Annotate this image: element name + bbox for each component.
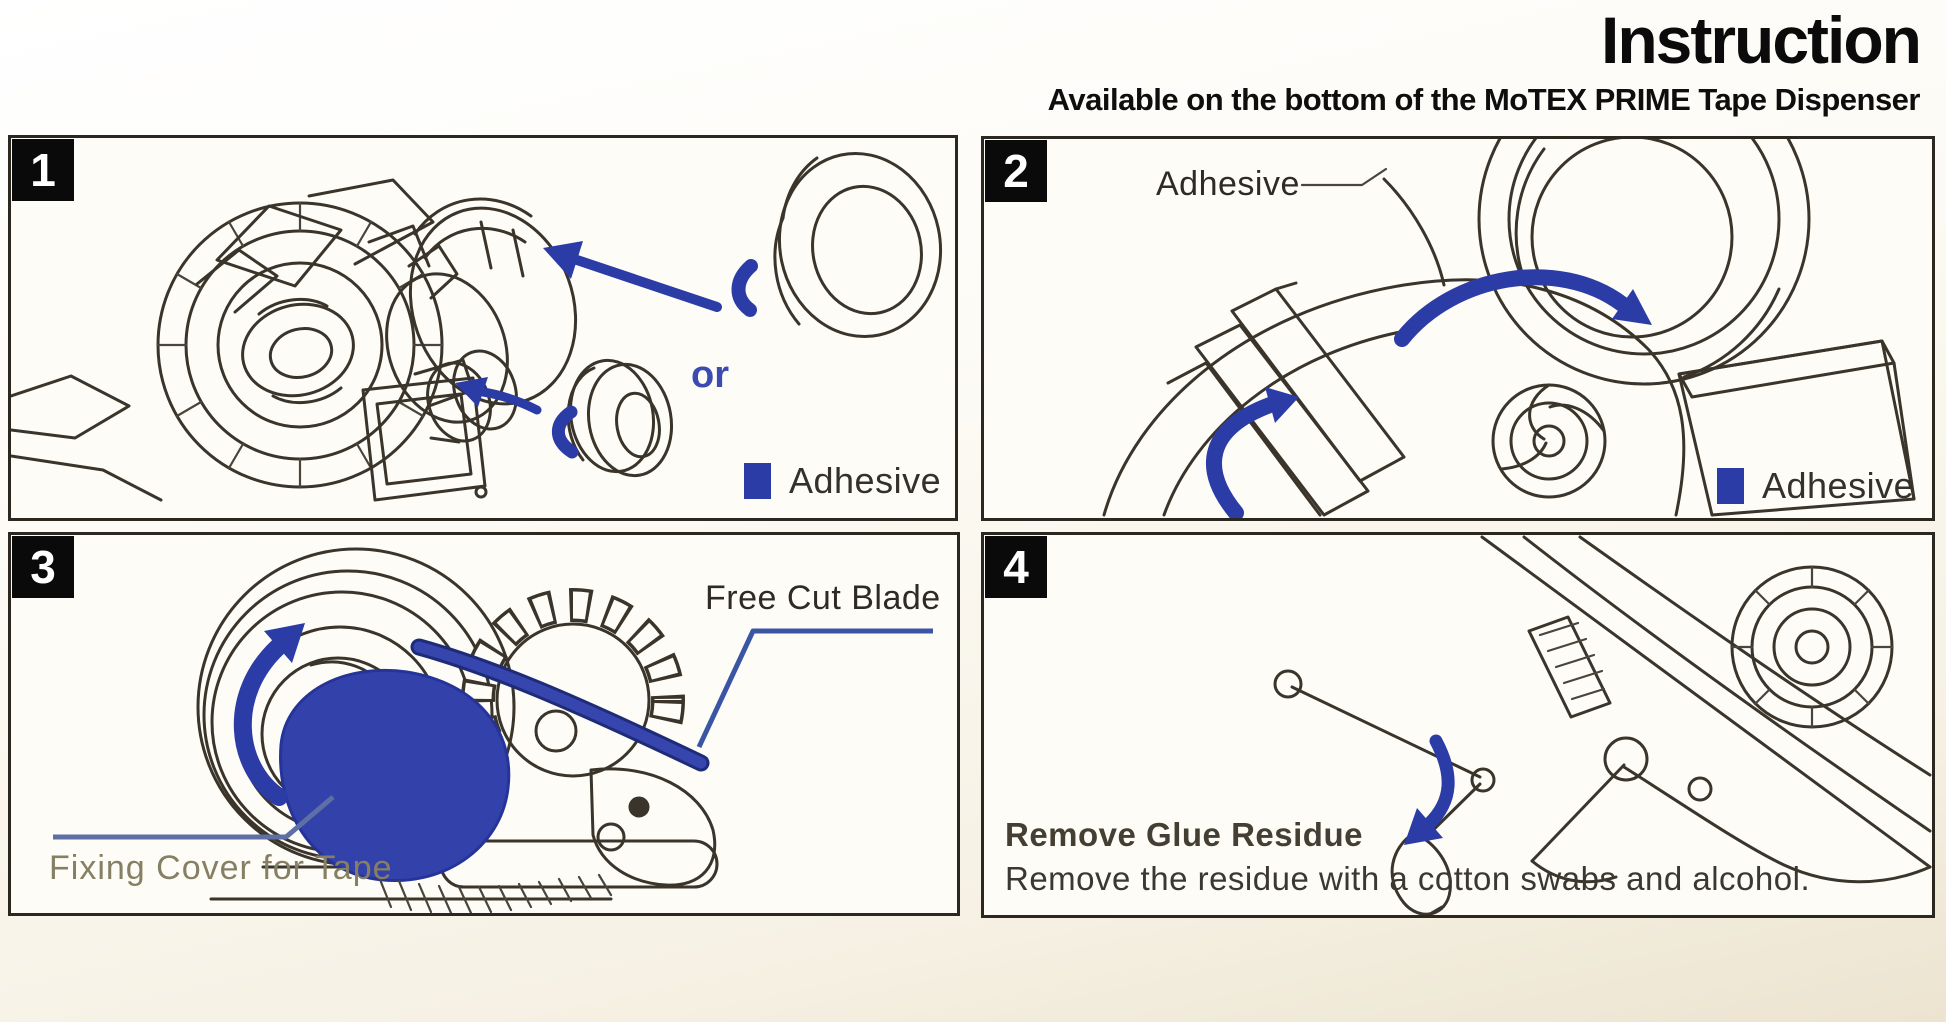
panel-step-2: [981, 136, 1935, 521]
panel2-illustration: [984, 139, 1932, 518]
step-number-badge: 3: [12, 536, 74, 598]
remove-glue-instruction: Remove the residue with a cotton swabs and alcohol.: [1005, 860, 1811, 897]
fixing-cover-label: Fixing Cover for Tape: [49, 849, 393, 887]
adhesive-swatch-icon: [1717, 468, 1744, 504]
page-subtitle: Available on the bottom of the MoTEX PRIME Tape Dispenser: [1047, 82, 1920, 117]
panel-step-1: [8, 135, 958, 521]
step-number-badge: 4: [985, 536, 1047, 598]
or-label: or: [691, 354, 729, 396]
page-title: Instruction: [1601, 3, 1920, 77]
adhesive-callout-label: Adhesive: [1156, 165, 1300, 203]
adhesive-legend: [744, 460, 941, 502]
panel4-illustration: [984, 535, 1932, 915]
adhesive-swatch-icon: [744, 463, 771, 499]
step-number-badge: 2: [985, 140, 1047, 202]
adhesive-legend-label: Adhesive: [789, 460, 942, 501]
remove-glue-heading: Remove Glue Residue: [1005, 816, 1363, 853]
adhesive-legend-label: Adhesive: [1762, 465, 1915, 506]
free-cut-blade-label: Free Cut Blade: [705, 579, 941, 617]
panel-step-3: [8, 532, 960, 916]
step-number-badge: 1: [12, 139, 74, 201]
panel-step-4: [981, 532, 1935, 918]
adhesive-legend: [1717, 465, 1914, 507]
